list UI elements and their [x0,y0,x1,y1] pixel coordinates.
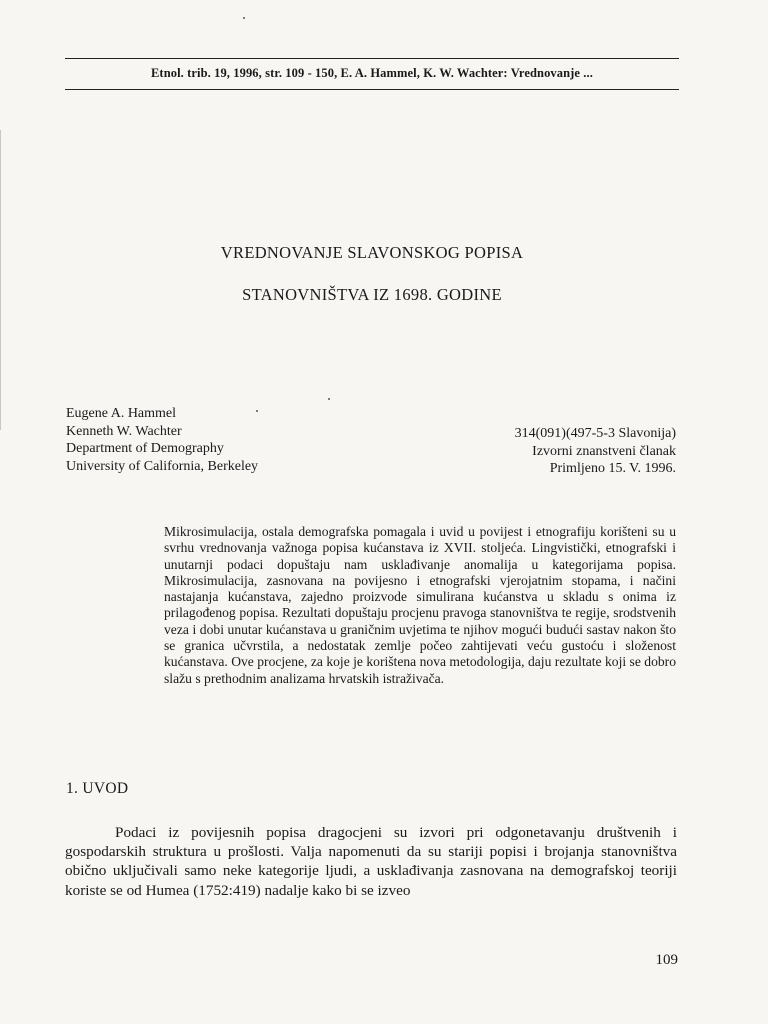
udc-code: 314(091)(497-5-3 Slavonija) [514,426,676,441]
article-type: Izvorni znanstveni članak [532,443,676,459]
author-department: Department of Demography [66,441,224,456]
author-institution: University of California, Berkeley [66,458,259,474]
received-date: Primljeno 15. V. 1996. [549,461,676,476]
author-name: Kenneth W. Wachter [66,423,182,439]
header-rule-top [65,58,679,59]
article-title-line-2: STANOVNIŠTVA IZ 1698. GODINE [242,285,502,304]
author-block [66,405,258,475]
article-title-line-1: VREDNOVANJE SLAVONSKOG POPISA [220,243,524,262]
body-paragraph: Podaci iz povijesnih popisa dragocjeni su izvori pri odgonetavanju društvenih i gospodarskih struktura u prošlosti. Valja napomenuti da su stariji popisi i brojanja stanovništva obično uključivali samo neke kategorije ljudi, a usklađivanja zasnovana na demografskoj teoriji koriste se od Humea (1752:419) nadalje kako bi se izveo [65,824,677,899]
scan-edge [0,130,1,430]
page-number: 109 [655,952,678,968]
author-name: Eugene A. Hammel [66,406,177,421]
scan-speck [328,398,330,400]
abstract: Mikrosimulacija, ostala demografska pomagala i uvid u povijest i etnografiju korišteni su u svrhu vrednovanja važnoga popisa kućanstava iz XVII. stoljeća. Lingvistički, etnografski i unutarnji podaci dopuštaju nam usklađivanje anomalija u kategorijama popisa. Mikrosimulacija, zasnovana na povijesno i etnografski vjerojatnim stopama, i načini nastajanja kućanstava, zajedno proizvode simulirana kućanstva u skladu s onima iz prilagođenog popisa. Rezultati dopuštaju procjenu pravoga stanovništva te regije, srodstvenih veza i dobi unutar kućanstava u graničnim uvjetima te njihov mogući budući sastav nakon što se granica učvrstila, a nedostatak zemlje počeo zahtijevati veću gustoću i složenost kućanstava. Ove procjene, za koje je korištena nova metodologija, daju rezultate koji se dobro slažu s prethodnim analizama hrvatskih istraživača. [164,524,676,686]
section-heading: 1. UVOD [66,780,129,797]
running-head: Etnol. trib. 19, 1996, str. 109 - 150, E. A. Hammel, K. W. Wachter: Vrednovanje ... [151,66,593,80]
scan-speck [243,17,245,19]
article-meta [515,425,676,478]
header-rule-bottom [65,89,679,90]
